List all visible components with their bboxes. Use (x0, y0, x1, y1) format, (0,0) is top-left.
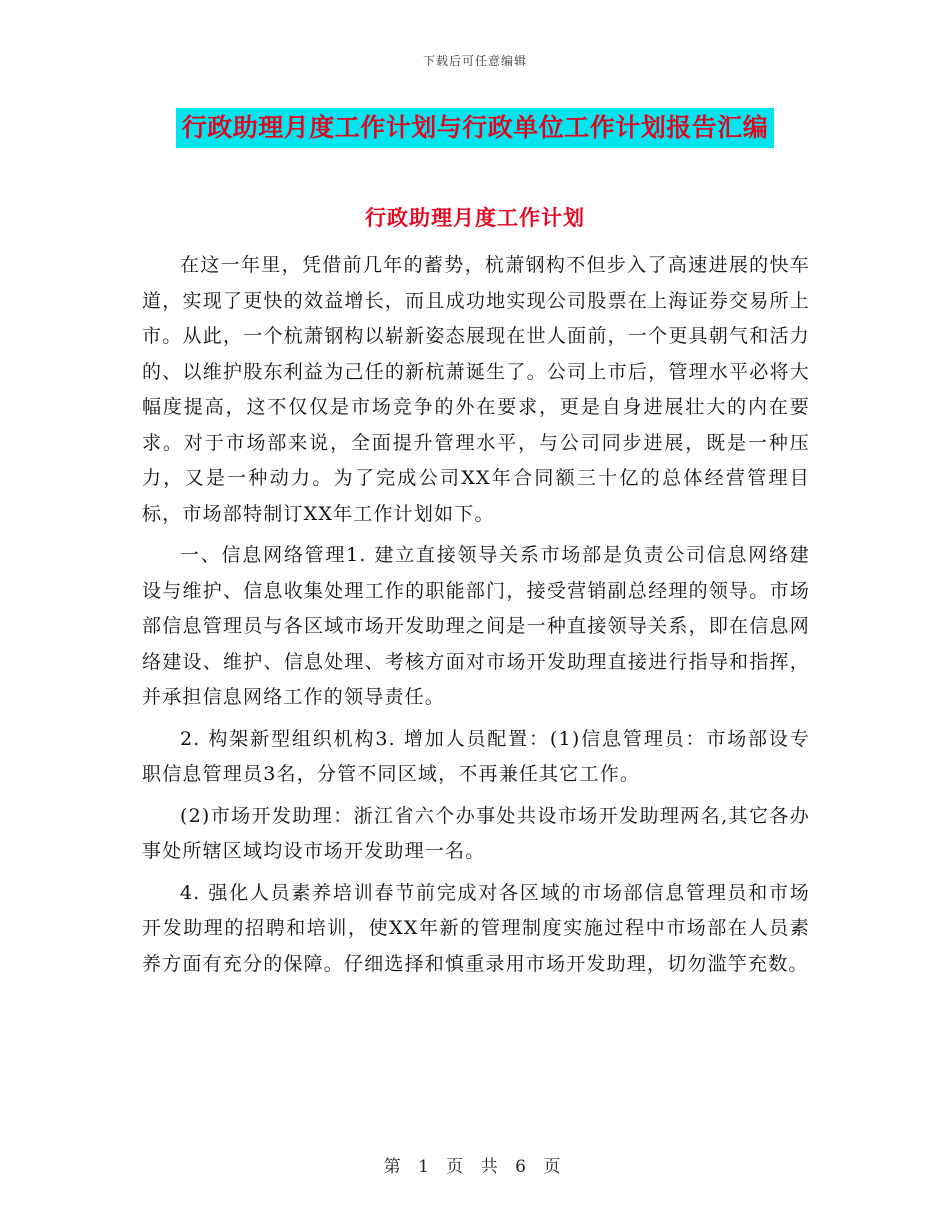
header-note: 下载后可任意编辑 (422, 54, 527, 68)
document-title: 行政助理月度工作计划与行政单位工作计划报告汇编 (176, 108, 775, 148)
page-number-footer: 第 1 页 共 6 页 (383, 1157, 567, 1177)
paragraph-4: (2)市场开发助理：浙江省六个办事处共设市场开发助理两名,其它各办事处所辖区域均设市场开发助理一名。 (142, 804, 810, 862)
paragraph-1: 在这一年里，凭借前几年的蓄势，杭萧钢构不但步入了高速进展的快车道，实现了更快的效益增长，而且成功地实现公司股票在上海证券交易所上市。从此，一个杭萧钢构以崭新姿态展现在世人面前，一个更具朝气和活力的、以维护股东利益为己任的新杭萧诞生了。公司上市后，管理水平必将大幅度提高，这不仅仅是市场竞争的外在要求，更是自身进展壮大的内在要求。对于市场部来说，全面提升管理水平，与公司同步进展，既是一种压力，又是一种动力。为了完成公司XX年合同额三十亿的总体经营管理目标，市场部特制订XX年工作计划如下。 (142, 254, 810, 525)
paragraph-3: 2. 构架新型组织机构3. 增加人员配置：(1)信息管理员：市场部设专职信息管理员3名，分管不同区域，不再兼任其它工作。 (142, 727, 810, 785)
document-title-container (0, 108, 950, 148)
paragraph-5: 4. 强化人员素养培训春节前完成对各区域的市场部信息管理员和市场开发助理的招聘和培训，使XX年新的管理制度实施过程中市场部在人员素养方面有充分的保障。仔细选择和慎重录用市场开发助理，切勿滥竽充数。 (142, 881, 810, 975)
section-title: 行政助理月度工作计划 (365, 205, 585, 230)
document-body (142, 248, 810, 988)
paragraph-2: 一、信息网络管理1. 建立直接领导关系市场部是负责公司信息网络建设与维护、信息收集处理工作的职能部门，接受营销副总经理的领导。市场部信息管理员与各区域市场开发助理之间是一种直接领导关系，即在信息网络建设、维护、信息处理、考核方面对市场开发助理直接进行指导和指挥，并承担信息网络工作的领导责任。 (142, 544, 810, 708)
